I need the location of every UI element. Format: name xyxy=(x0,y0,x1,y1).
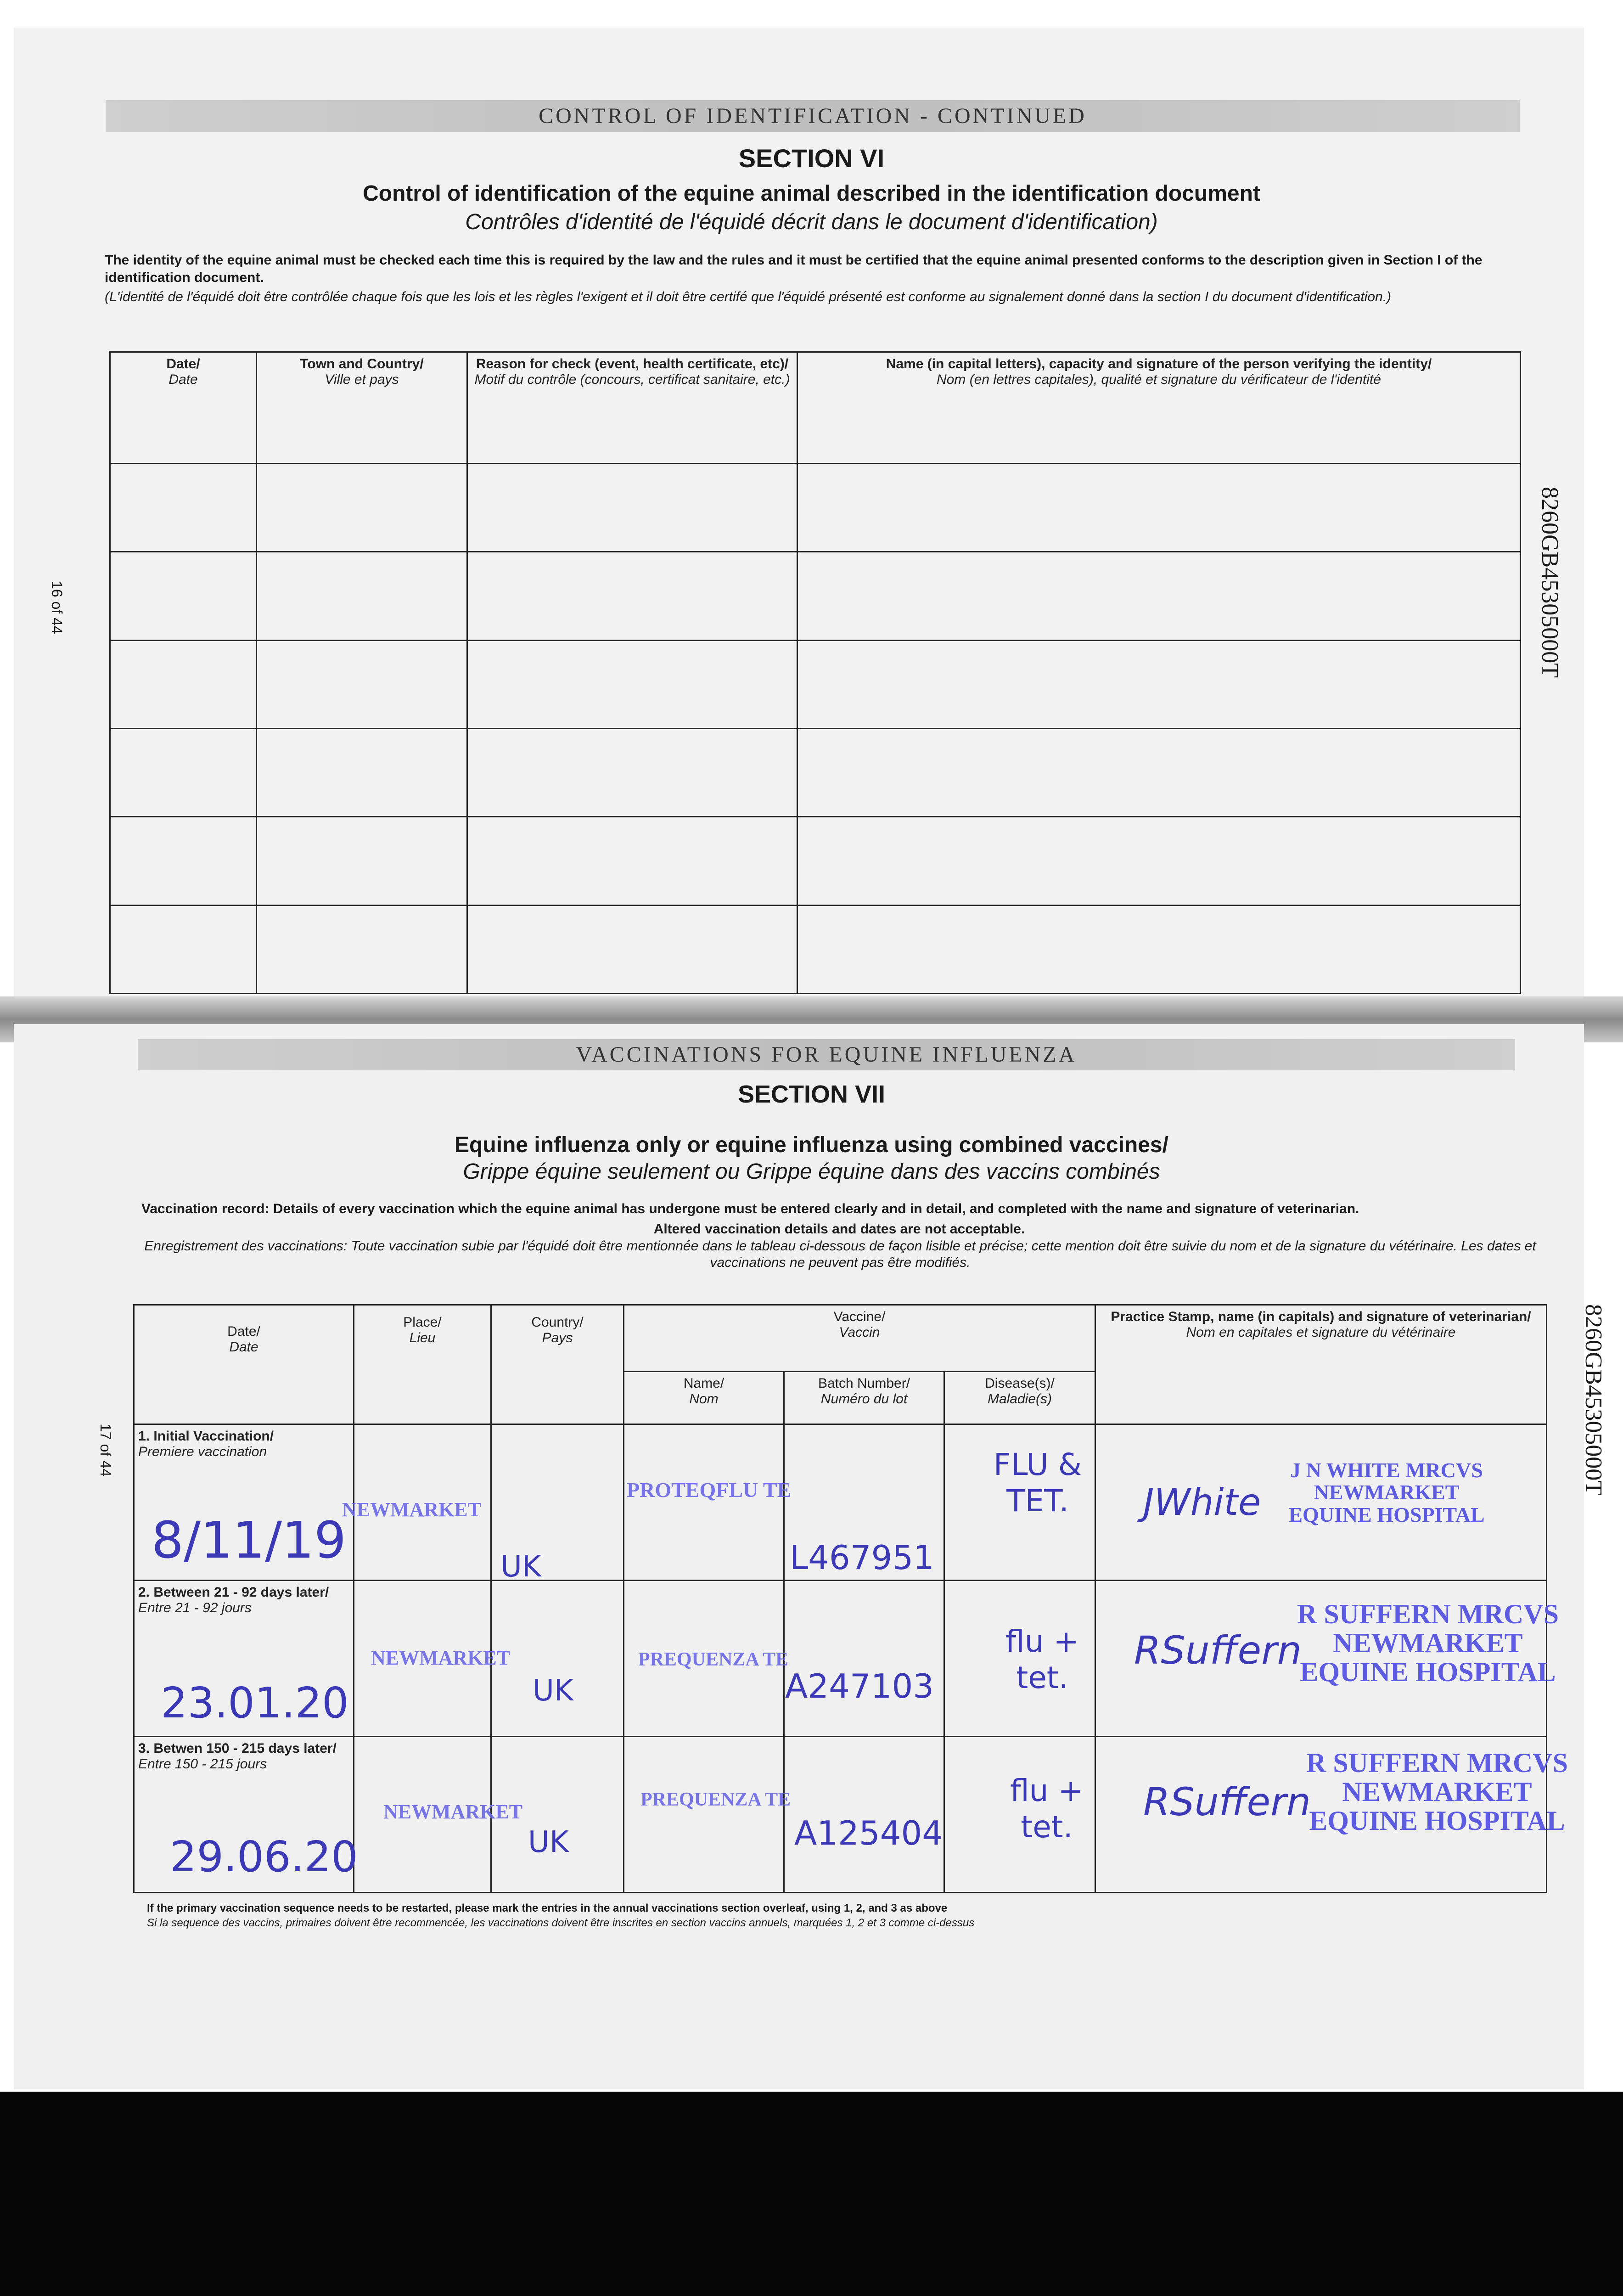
row3-vaccine: PREQUENZA TE xyxy=(640,1789,791,1810)
vacc-disease-header: Disease(s)/ Maladie(s) xyxy=(944,1372,1095,1424)
section6-subtitle-en: Control of identification of the equine animal described in the identification document xyxy=(363,181,1260,206)
row2-signature: RSuffern xyxy=(1134,1628,1302,1673)
section6-side-id: 8260GB45305000T xyxy=(1537,487,1563,678)
row2-place: NEWMARKET xyxy=(371,1647,511,1669)
row1-batch: L467951 xyxy=(790,1538,934,1577)
row2-batch: A247103 xyxy=(785,1667,934,1705)
section7-subtitle-en: Equine influenza only or equine influenza using combined vaccines/ xyxy=(455,1133,1168,1157)
table-row xyxy=(110,552,1521,640)
row3-label: 3. Betwen 150 - 215 days later/ Entre 150 - 215 jours xyxy=(134,1737,354,1893)
section7-subtitle-fr: Grippe équine seulement ou Grippe équine dans des vaccins combinés xyxy=(463,1159,1160,1184)
vacc-place-header: Place/ Lieu xyxy=(354,1305,491,1424)
row1-date: 8/11/19 xyxy=(152,1511,347,1570)
section7-record-en: Vaccination record: Details of every vaccination which the equine animal has undergone must be entered clearly and in detail, and completed with the name and signature of veterinarian. xyxy=(141,1201,1359,1216)
section6-title: SECTION VI xyxy=(738,144,885,173)
row3-signature: RSuffern xyxy=(1143,1779,1311,1824)
vacc-vaccine-header: Vaccine/ Vaccin xyxy=(624,1305,1095,1372)
row1-label: 1. Initial Vaccination/ Premiere vaccination xyxy=(134,1424,354,1581)
vacc-date-header: Date/ Date xyxy=(134,1305,354,1424)
identity-check-table xyxy=(109,351,1521,994)
vacc-stamp-header: Practice Stamp, name (in capitals) and signature of veterinarian/ Nom en capitales et signature du vétérinaire xyxy=(1095,1305,1547,1424)
scan-background xyxy=(0,2092,1623,2296)
table-row xyxy=(110,728,1521,816)
col-reason-header: Reason for check (event, health certificate, etc)/ Motif du contrôle (concours, certificat sanitaire, etc.) xyxy=(467,352,797,464)
row2-vaccine: PREQUENZA TE xyxy=(638,1649,789,1670)
vacc-name-header: Name/ Nom xyxy=(624,1372,784,1424)
row2-country: UK xyxy=(533,1674,573,1708)
section7-side-id: 8260GB45305000T xyxy=(1580,1304,1606,1495)
row1-vaccine: PROTEQFLU TE xyxy=(627,1478,792,1502)
section6-intro-en: The identity of the equine animal must be checked each time this is required by the law and the rules and it must be certified that the equine animal presented conforms to the description given in Section I of the identification document. xyxy=(105,253,1483,285)
section6-subtitle-fr: Contrôles d'identité de l'équidé décrit dans le document d'identification) xyxy=(465,210,1158,234)
section7-page-label: 17 of 44 xyxy=(97,1424,114,1477)
row3-vet-stamp: R SUFFERN MRCVS NEWMARKET EQUINE HOSPITAL xyxy=(1306,1748,1568,1836)
row2-vet-stamp: R SUFFERN MRCVS NEWMARKET EQUINE HOSPITAL xyxy=(1297,1599,1559,1687)
table-row xyxy=(110,464,1521,552)
section7-title: SECTION VII xyxy=(737,1080,886,1108)
row3-place: NEWMARKET xyxy=(383,1801,523,1823)
row3-date: 29.06.20 xyxy=(170,1832,358,1881)
table-row xyxy=(110,817,1521,905)
col-town-header: Town and Country/ Ville et pays xyxy=(257,352,467,464)
row3-country: UK xyxy=(528,1825,569,1859)
row3-batch: A125404 xyxy=(794,1814,943,1852)
section6-banner: CONTROL OF IDENTIFICATION - CONTINUED xyxy=(106,100,1520,132)
section7-footnote-en: If the primary vaccination sequence needs to be restarted, please mark the entries in the annual vaccinations section overleaf, using 1, 2, and 3 as above xyxy=(147,1902,948,1914)
section7-footnote-fr: Si la sequence des vaccins, primaires doivent être recommencée, les vaccinations doivent être inscrites en section vaccins annuels, marquées 1, 2 et 3 comme ci-dessus xyxy=(147,1917,975,1929)
row1-signature: JWhite xyxy=(1143,1481,1261,1524)
row3-disease: flu + tet. xyxy=(1010,1773,1084,1845)
section6-page-label: 16 of 44 xyxy=(49,581,65,634)
table-row xyxy=(110,905,1521,993)
row1-vet-stamp: J N WHITE MRCVS NEWMARKET EQUINE HOSPITAL xyxy=(1288,1458,1485,1526)
row2-date: 23.01.20 xyxy=(161,1678,349,1728)
section7-record-fr: Enregistrement des vaccinations: Toute vaccination subie par l'équidé doit être mentionnée dans le tableau ci-dessous de façon lisible et précise; cette mention doit être suivie du nom et de la signature du vétérinaire. Les dates et vaccinations ne peuvent pas être modifiés. xyxy=(144,1238,1536,1270)
row2-disease: flu + tet. xyxy=(1005,1624,1079,1696)
row1-country: UK xyxy=(500,1550,541,1584)
vacc-batch-header: Batch Number/ Numéro du lot xyxy=(784,1372,944,1424)
row2-label: 2. Between 21 - 92 days later/ Entre 21 - 92 jours xyxy=(134,1581,354,1737)
col-date-header: Date/ Date xyxy=(110,352,257,464)
section7-banner: VACCINATIONS FOR EQUINE INFLUENZA xyxy=(138,1039,1515,1070)
col-verifier-header: Name (in capital letters), capacity and signature of the person verifying the identity/ Nom (en lettres capitales), qualité et signature du vérificateur de l'identité xyxy=(797,352,1521,464)
section6-intro-fr: (L'identité de l'équidé doit être contrôlée chaque fois que les lois et les règles l'exigent et il doit être certifé que l'équidé présenté est conforme au signalement donné dans la section I du document d'identification.) xyxy=(105,289,1392,304)
table-row xyxy=(110,640,1521,728)
section7-record-en2: Altered vaccination details and dates are not acceptable. xyxy=(653,1221,1025,1237)
row1-disease: FLU & TET. xyxy=(993,1447,1082,1519)
row1-place: NEWMARKET xyxy=(342,1498,482,1521)
vacc-country-header: Country/ Pays xyxy=(491,1305,624,1424)
